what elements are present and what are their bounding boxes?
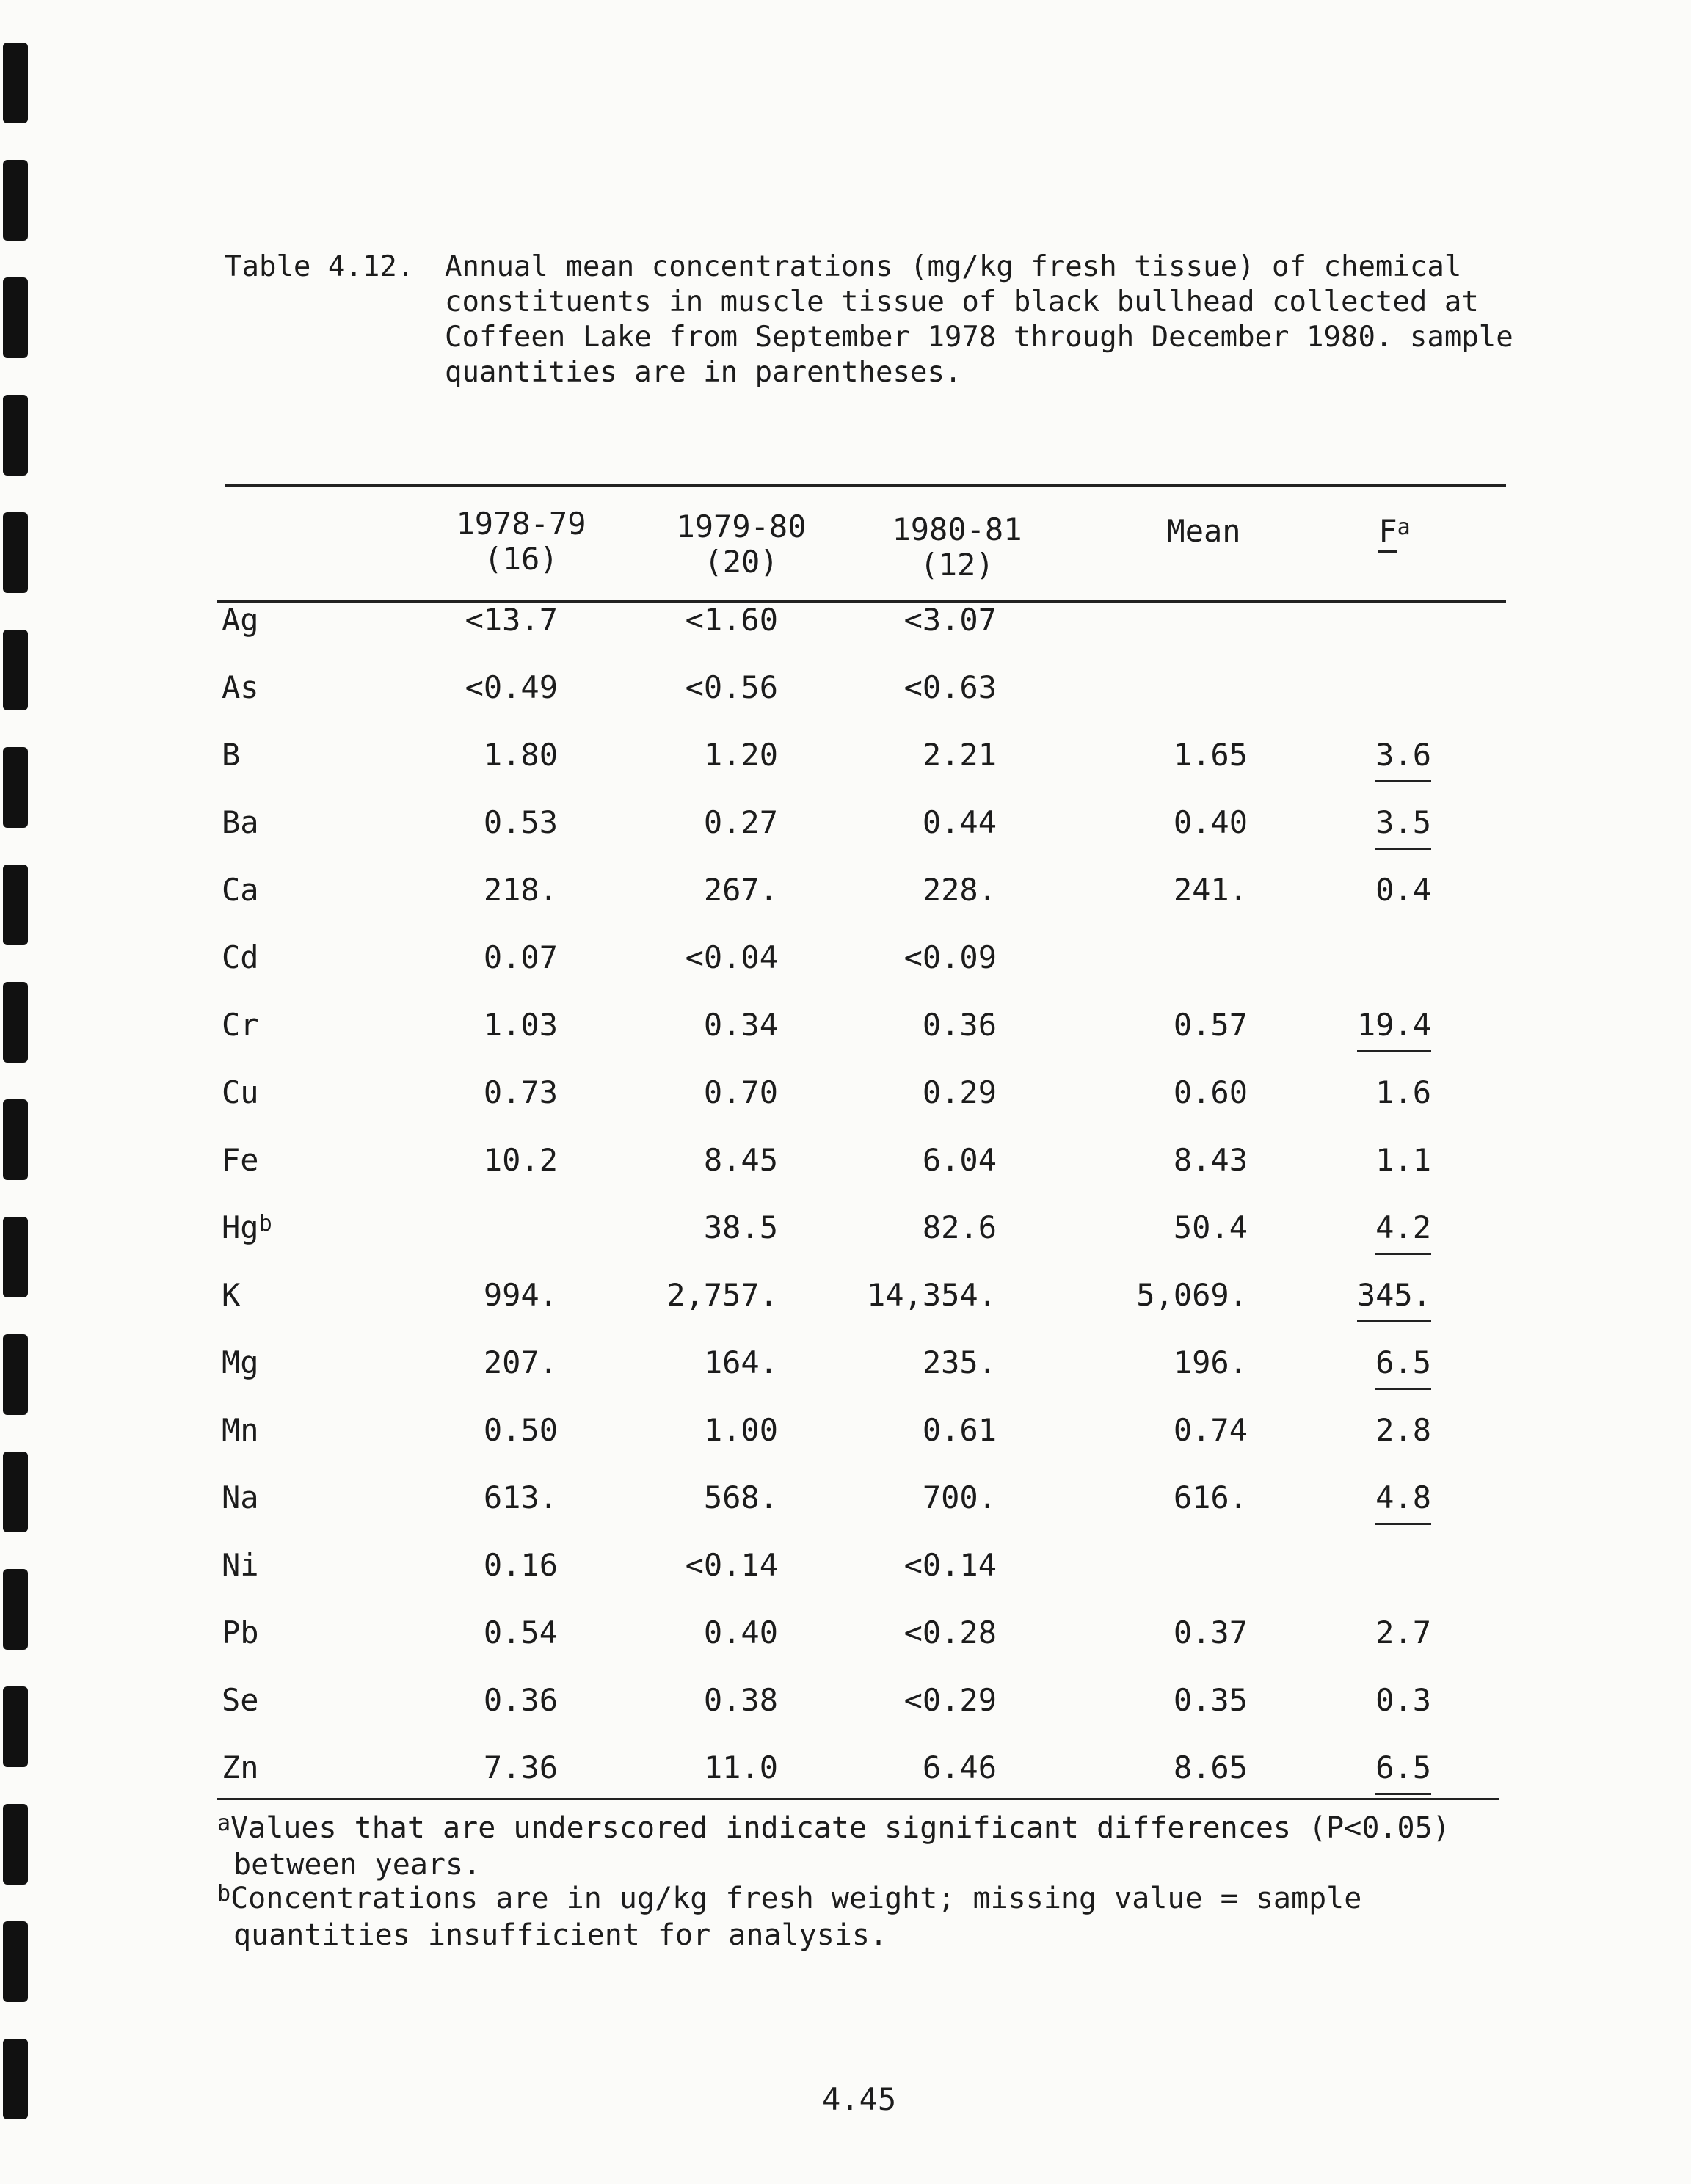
element-symbol: Fe	[222, 1142, 259, 1178]
table-row	[0, 1209, 1691, 1277]
value-1979-80: <1.60	[685, 602, 778, 638]
value-mean: 0.60	[1173, 1074, 1248, 1110]
value-1979-80: 2,757.	[666, 1277, 778, 1313]
element-symbol: Ag	[222, 602, 259, 638]
value-1980-81: 6.04	[922, 1142, 997, 1178]
value-1980-81: 6.46	[922, 1750, 997, 1786]
value-1978-79: 0.54	[483, 1615, 558, 1650]
value-1979-80: 8.45	[703, 1142, 778, 1178]
value-f: 1.6	[1375, 1074, 1431, 1110]
value-1978-79: 613.	[483, 1479, 558, 1515]
value-1980-81: 700.	[922, 1479, 997, 1515]
table-row	[0, 1007, 1691, 1074]
table-bottom-rule	[217, 1798, 1499, 1800]
table-row	[0, 1277, 1691, 1344]
value-1980-81: 235.	[922, 1344, 997, 1380]
value-1980-81: <0.14	[903, 1547, 997, 1583]
value-f: 2.7	[1375, 1615, 1431, 1650]
table-row	[0, 1344, 1691, 1412]
value-1978-79: 994.	[483, 1277, 558, 1313]
table-row	[0, 1412, 1691, 1479]
value-1980-81: 0.36	[922, 1007, 997, 1043]
value-1979-80: 267.	[703, 872, 778, 908]
value-1978-79: 10.2	[483, 1142, 558, 1178]
table-row	[0, 1615, 1691, 1682]
table-row	[0, 669, 1691, 737]
value-f: 0.4	[1375, 872, 1431, 908]
value-1980-81: 14,354.	[866, 1277, 997, 1313]
value-1978-79: 7.36	[483, 1750, 558, 1786]
table-row	[0, 737, 1691, 804]
value-1979-80: 0.38	[703, 1682, 778, 1718]
value-f: 6.5	[1240, 1344, 1431, 1381]
value-1979-80: 0.70	[703, 1074, 778, 1110]
element-symbol: Na	[222, 1479, 259, 1515]
value-1980-81: <3.07	[903, 602, 997, 638]
element-symbol: Ca	[222, 872, 259, 908]
value-1978-79: 0.07	[483, 939, 558, 975]
element-symbol: Mn	[222, 1412, 259, 1448]
value-1978-79: 1.80	[483, 737, 558, 773]
element-symbol: Cd	[222, 939, 259, 975]
value-1979-80: 0.40	[703, 1615, 778, 1650]
column-header-1980-81: 1980-81 (12)	[892, 512, 1022, 583]
value-mean: 196.	[1173, 1344, 1248, 1380]
table-row	[0, 1479, 1691, 1547]
value-1978-79: 0.50	[483, 1412, 558, 1448]
value-mean: 8.65	[1173, 1750, 1248, 1786]
value-1978-79: 1.03	[483, 1007, 558, 1043]
value-1978-79: 0.36	[483, 1682, 558, 1718]
element-symbol: Mg	[222, 1344, 259, 1380]
element-symbol: B	[222, 737, 241, 773]
value-mean: 616.	[1173, 1479, 1248, 1515]
value-1979-80: <0.56	[685, 669, 778, 705]
table-label: Table 4.12.	[225, 250, 415, 283]
value-1979-80: 11.0	[703, 1750, 778, 1786]
value-1979-80: 0.34	[703, 1007, 778, 1043]
value-1979-80: 1.00	[703, 1412, 778, 1448]
element-symbol: Pb	[222, 1615, 259, 1650]
value-1980-81: 2.21	[922, 737, 997, 773]
value-1978-79: 207.	[483, 1344, 558, 1380]
value-1979-80: <0.04	[685, 939, 778, 975]
element-symbol: Se	[222, 1682, 259, 1718]
value-1978-79: 0.16	[483, 1547, 558, 1583]
value-mean: 50.4	[1173, 1209, 1248, 1245]
value-mean: 241.	[1173, 872, 1248, 908]
value-1980-81: <0.29	[903, 1682, 997, 1718]
value-1979-80: <0.14	[685, 1547, 778, 1583]
element-symbol: K	[222, 1277, 241, 1313]
value-mean: 5,069.	[1136, 1277, 1248, 1313]
value-f: 6.5	[1240, 1750, 1431, 1786]
value-mean: 1.65	[1173, 737, 1248, 773]
value-mean: 8.43	[1173, 1142, 1248, 1178]
column-header-f: $F^a$	[1336, 514, 1453, 553]
value-1980-81: <0.09	[903, 939, 997, 975]
element-symbol: Cr	[222, 1007, 259, 1043]
value-f: 4.8	[1240, 1479, 1431, 1516]
table-row	[0, 602, 1691, 669]
column-header-1979-80: 1979-80 (20)	[676, 509, 807, 580]
table-row	[0, 804, 1691, 872]
footnote-a: $^a$Values that are underscored indicate significant differences (P<0.05) between years.	[217, 1810, 1450, 1882]
footnotes	[217, 1811, 1538, 1952]
value-1979-80: 164.	[703, 1344, 778, 1380]
caption-text: Annual mean concentrations (mg/kg fresh tissue) of chemical constituents in muscle tissue of black bullhead collected at Coffeen Lake from September 1978 through December 1980. sample quantities are in parentheses.	[445, 250, 1513, 389]
value-1980-81: <0.63	[903, 669, 997, 705]
table-top-rule	[225, 484, 1506, 487]
element-symbol: As	[222, 669, 259, 705]
value-mean: 0.40	[1173, 804, 1248, 840]
value-1979-80: 0.27	[703, 804, 778, 840]
value-1979-80: 1.20	[703, 737, 778, 773]
value-1980-81: 0.61	[922, 1412, 997, 1448]
element-symbol: Cu	[222, 1074, 259, 1110]
element-symbol: Hg$^b$	[222, 1209, 272, 1245]
table-row	[0, 939, 1691, 1007]
value-f: 345.	[1240, 1277, 1431, 1314]
table-row	[0, 1547, 1691, 1615]
value-1980-81: 0.29	[922, 1074, 997, 1110]
value-1980-81: 228.	[922, 872, 997, 908]
value-1979-80: 568.	[703, 1479, 778, 1515]
value-mean: 0.57	[1173, 1007, 1248, 1043]
value-f: 1.1	[1375, 1142, 1431, 1178]
value-f: 0.3	[1375, 1682, 1431, 1718]
value-1978-79: 218.	[483, 872, 558, 908]
table-row	[0, 872, 1691, 939]
table-row	[0, 1750, 1691, 1817]
value-f: 2.8	[1375, 1412, 1431, 1448]
value-f: 3.5	[1240, 804, 1431, 841]
value-mean: 0.35	[1173, 1682, 1248, 1718]
element-symbol: Zn	[222, 1750, 259, 1786]
value-1978-79: 0.53	[483, 804, 558, 840]
value-mean: 0.74	[1173, 1412, 1248, 1448]
value-1978-79: 0.73	[483, 1074, 558, 1110]
value-1978-79: <0.49	[465, 669, 558, 705]
element-symbol: Ni	[222, 1547, 259, 1583]
value-1980-81: 0.44	[922, 804, 997, 840]
column-header-1978-79: 1978-79 (16)	[456, 506, 586, 577]
table-row	[0, 1074, 1691, 1142]
value-f: 19.4	[1240, 1007, 1431, 1044]
element-symbol: Ba	[222, 804, 259, 840]
value-mean: 0.37	[1173, 1615, 1248, 1650]
value-1980-81: 82.6	[922, 1209, 997, 1245]
column-header-mean: Mean	[1166, 513, 1241, 549]
value-1979-80: 38.5	[703, 1209, 778, 1245]
value-f: 4.2	[1240, 1209, 1431, 1246]
page-number: 4.45	[822, 2081, 897, 2117]
table-row	[0, 1142, 1691, 1209]
value-f: 3.6	[1240, 737, 1431, 774]
table-row	[0, 1682, 1691, 1750]
value-1980-81: <0.28	[903, 1615, 997, 1650]
value-1978-79: <13.7	[465, 602, 558, 638]
footnote-b: $^b$Concentrations are in ug/kg fresh weight; missing value = sample quantities insufficient for analysis.	[217, 1881, 1362, 1952]
